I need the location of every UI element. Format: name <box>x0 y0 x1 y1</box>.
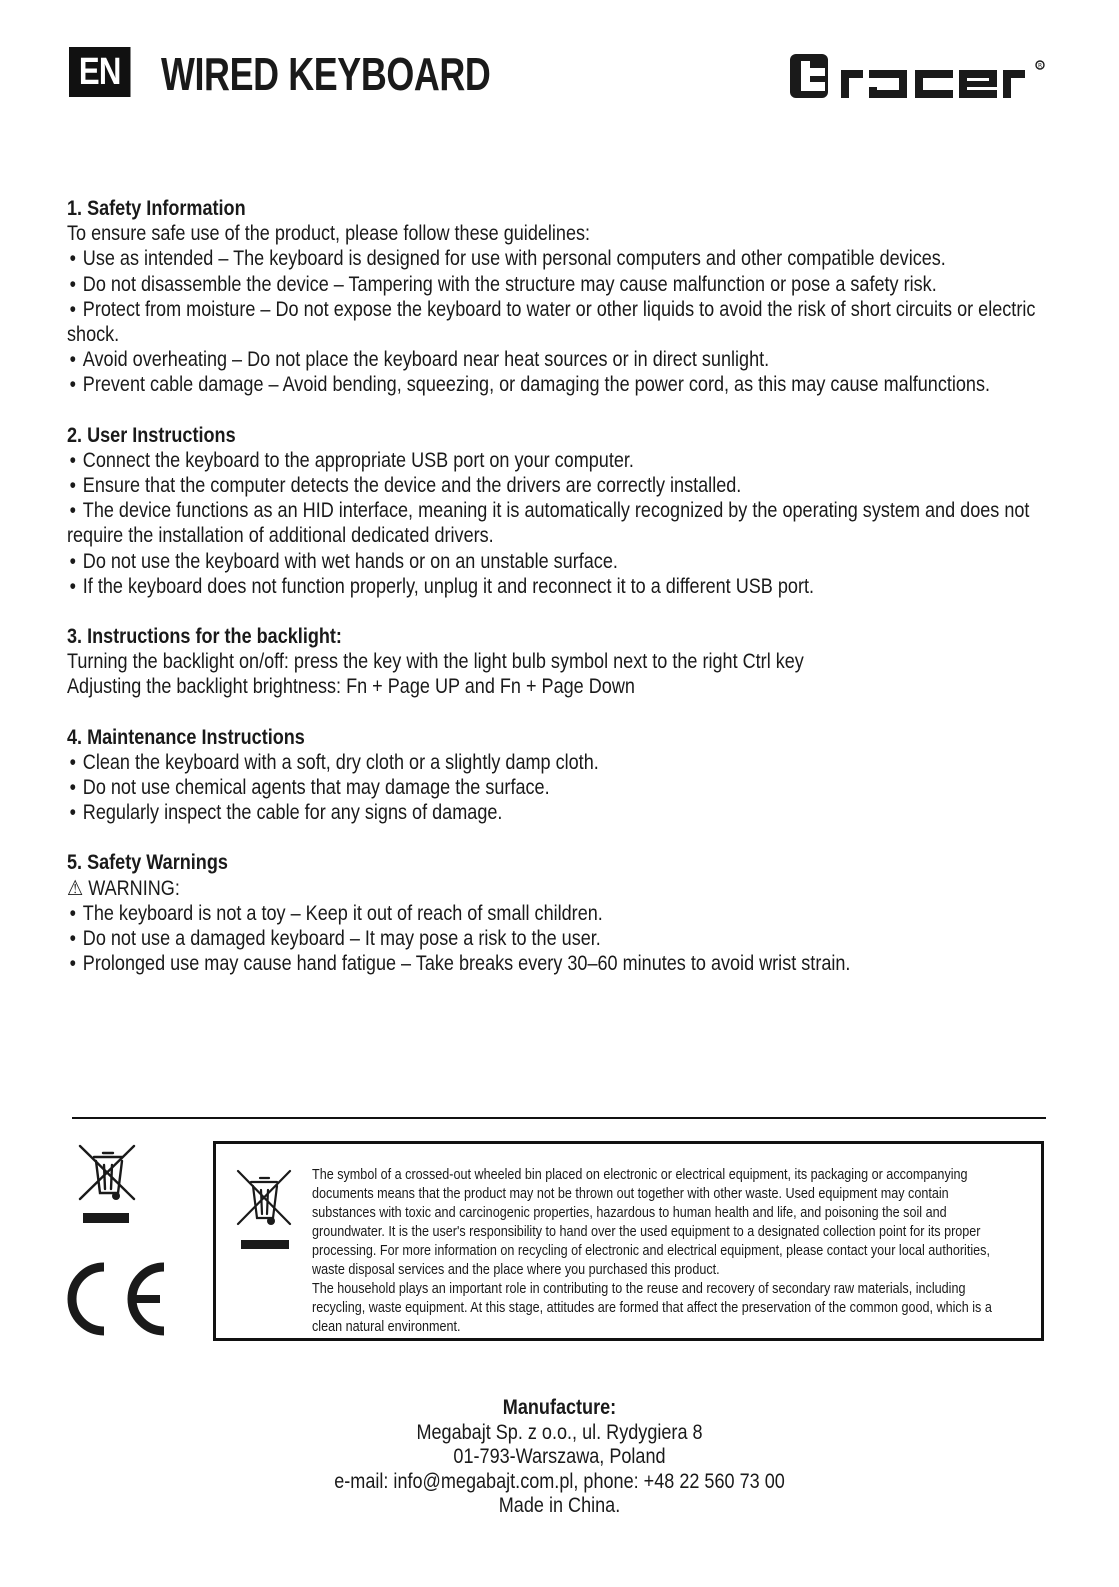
manufacturer-line: Megabajt Sp. z o.o., ul. Rydygiera 8 <box>416 1420 703 1444</box>
list-item: • Prevent cable damage – Avoid bending, squeezing, or damaging the power cord, as this may cause malfunctions. <box>67 372 1057 397</box>
notice-paragraph: The household plays an important role in contributing to the reuse and recovery of secondary raw materials, including recycling, waste equipment. At this stage, attitudes are formed that affect the preservation of the common good, which is a clean natural environment. <box>312 1280 992 1335</box>
warning-label: ⚠ WARNING: <box>67 876 180 900</box>
document-header <box>69 47 1059 100</box>
section-heading: 2. User Instructions <box>67 423 236 447</box>
footer-divider <box>72 1117 1046 1119</box>
list-item: • Regularly inspect the cable for any signs of damage. <box>67 800 1057 825</box>
weee-notice-text <box>312 1165 1009 1336</box>
manufacturer-contact: e-mail: info@megabajt.com.pl, phone: +48 22 560 73 00 <box>334 1469 785 1493</box>
list-item: • Do not use a damaged keyboard – It may pose a risk to the user. <box>67 926 1057 951</box>
section-heading: 3. Instructions for the backlight: <box>67 625 342 649</box>
language-badge: EN <box>69 47 131 97</box>
manufacturer-line: Made in China. <box>498 1494 621 1517</box>
list-item: • If the keyboard does not function properly, unplug it and reconnect it to a different USB port. <box>67 574 1057 599</box>
document-title: WIRED KEYBOARD <box>161 48 491 100</box>
section-heading: 5. Safety Warnings <box>67 851 228 875</box>
manufacturer-line: 01-793-Warszawa, Poland <box>453 1445 666 1468</box>
instruction-line: Adjusting the backlight brightness: Fn + Page UP and Fn + Page Down <box>67 675 635 699</box>
crossed-out-wheeled-bin-icon <box>235 1168 293 1257</box>
list-item: • The device functions as an HID interface, meaning it is automatically recognized by the operating system and does not require the installation of additional dedicated drivers. <box>67 498 1057 548</box>
safety-warnings-section <box>67 850 1057 976</box>
list-item: • Use as intended – The keyboard is designed for use with personal computers and other compatible devices. <box>67 246 1057 271</box>
section-heading: 4. Maintenance Instructions <box>67 725 305 749</box>
manufacturer-info <box>0 1396 1119 1519</box>
crossed-out-wheeled-bin-icon <box>76 1143 138 1232</box>
section-heading: 1. Safety Information <box>67 197 246 220</box>
list-item: • Do not use chemical agents that may damage the surface. <box>67 775 1057 800</box>
user-instructions-section <box>67 423 1057 599</box>
document-body <box>67 196 1057 1001</box>
section-intro: To ensure safe use of the product, please follow these guidelines: <box>67 222 591 246</box>
ce-mark-icon <box>52 1257 170 1346</box>
list-item: • Do not use the keyboard with wet hands or on an unstable surface. <box>67 549 1057 574</box>
weee-notice-box <box>213 1141 1044 1341</box>
notice-paragraph: The symbol of a crossed-out wheeled bin placed on electronic or electrical equipment, its packaging or accompanying documents means that the product may not be thrown out together with other waste. Used equipment may contain substances with toxic and carcinogenic properties, hazardous to human health and life, and poisoning the soil and groundwater. It is the user's responsibility to hand over the used equipment to a designated collection point for its proper processing. For more information on recycling of electronic and electrical equipment, please contact your local authorities, waste disposal services and the place where you purchased this product. <box>312 1166 990 1278</box>
safety-information-section <box>67 196 1057 398</box>
manufacturer-heading: Manufacture: <box>502 1396 617 1419</box>
list-item: • Do not disassemble the device – Tampering with the structure may cause malfunction or pose a safety risk. <box>67 272 1057 297</box>
list-item: • Clean the keyboard with a soft, dry cloth or a slightly damp cloth. <box>67 750 1057 775</box>
svg-text:R: R <box>1038 62 1043 70</box>
list-item: • Protect from moisture – Do not expose the keyboard to water or other liquids to avoid the risk of short circuits or electric shock. <box>67 297 1057 347</box>
list-item: • The keyboard is not a toy – Keep it out of reach of small children. <box>67 901 1057 926</box>
instruction-line: Turning the backlight on/off: press the key with the light bulb symbol next to the right Ctrl key <box>67 650 804 674</box>
list-item: • Ensure that the computer detects the device and the drivers are correctly installed. <box>67 473 1057 498</box>
backlight-section <box>67 624 1057 700</box>
list-item: • Prolonged use may cause hand fatigue – Take breaks every 30–60 minutes to avoid wrist strain. <box>67 951 1057 976</box>
maintenance-section <box>67 725 1057 826</box>
list-item: • Avoid overheating – Do not place the keyboard near heat sources or in direct sunlight. <box>67 347 1057 372</box>
list-item: • Connect the keyboard to the appropriate USB port on your computer. <box>67 448 1057 473</box>
tracer-logo-icon <box>789 51 1059 110</box>
